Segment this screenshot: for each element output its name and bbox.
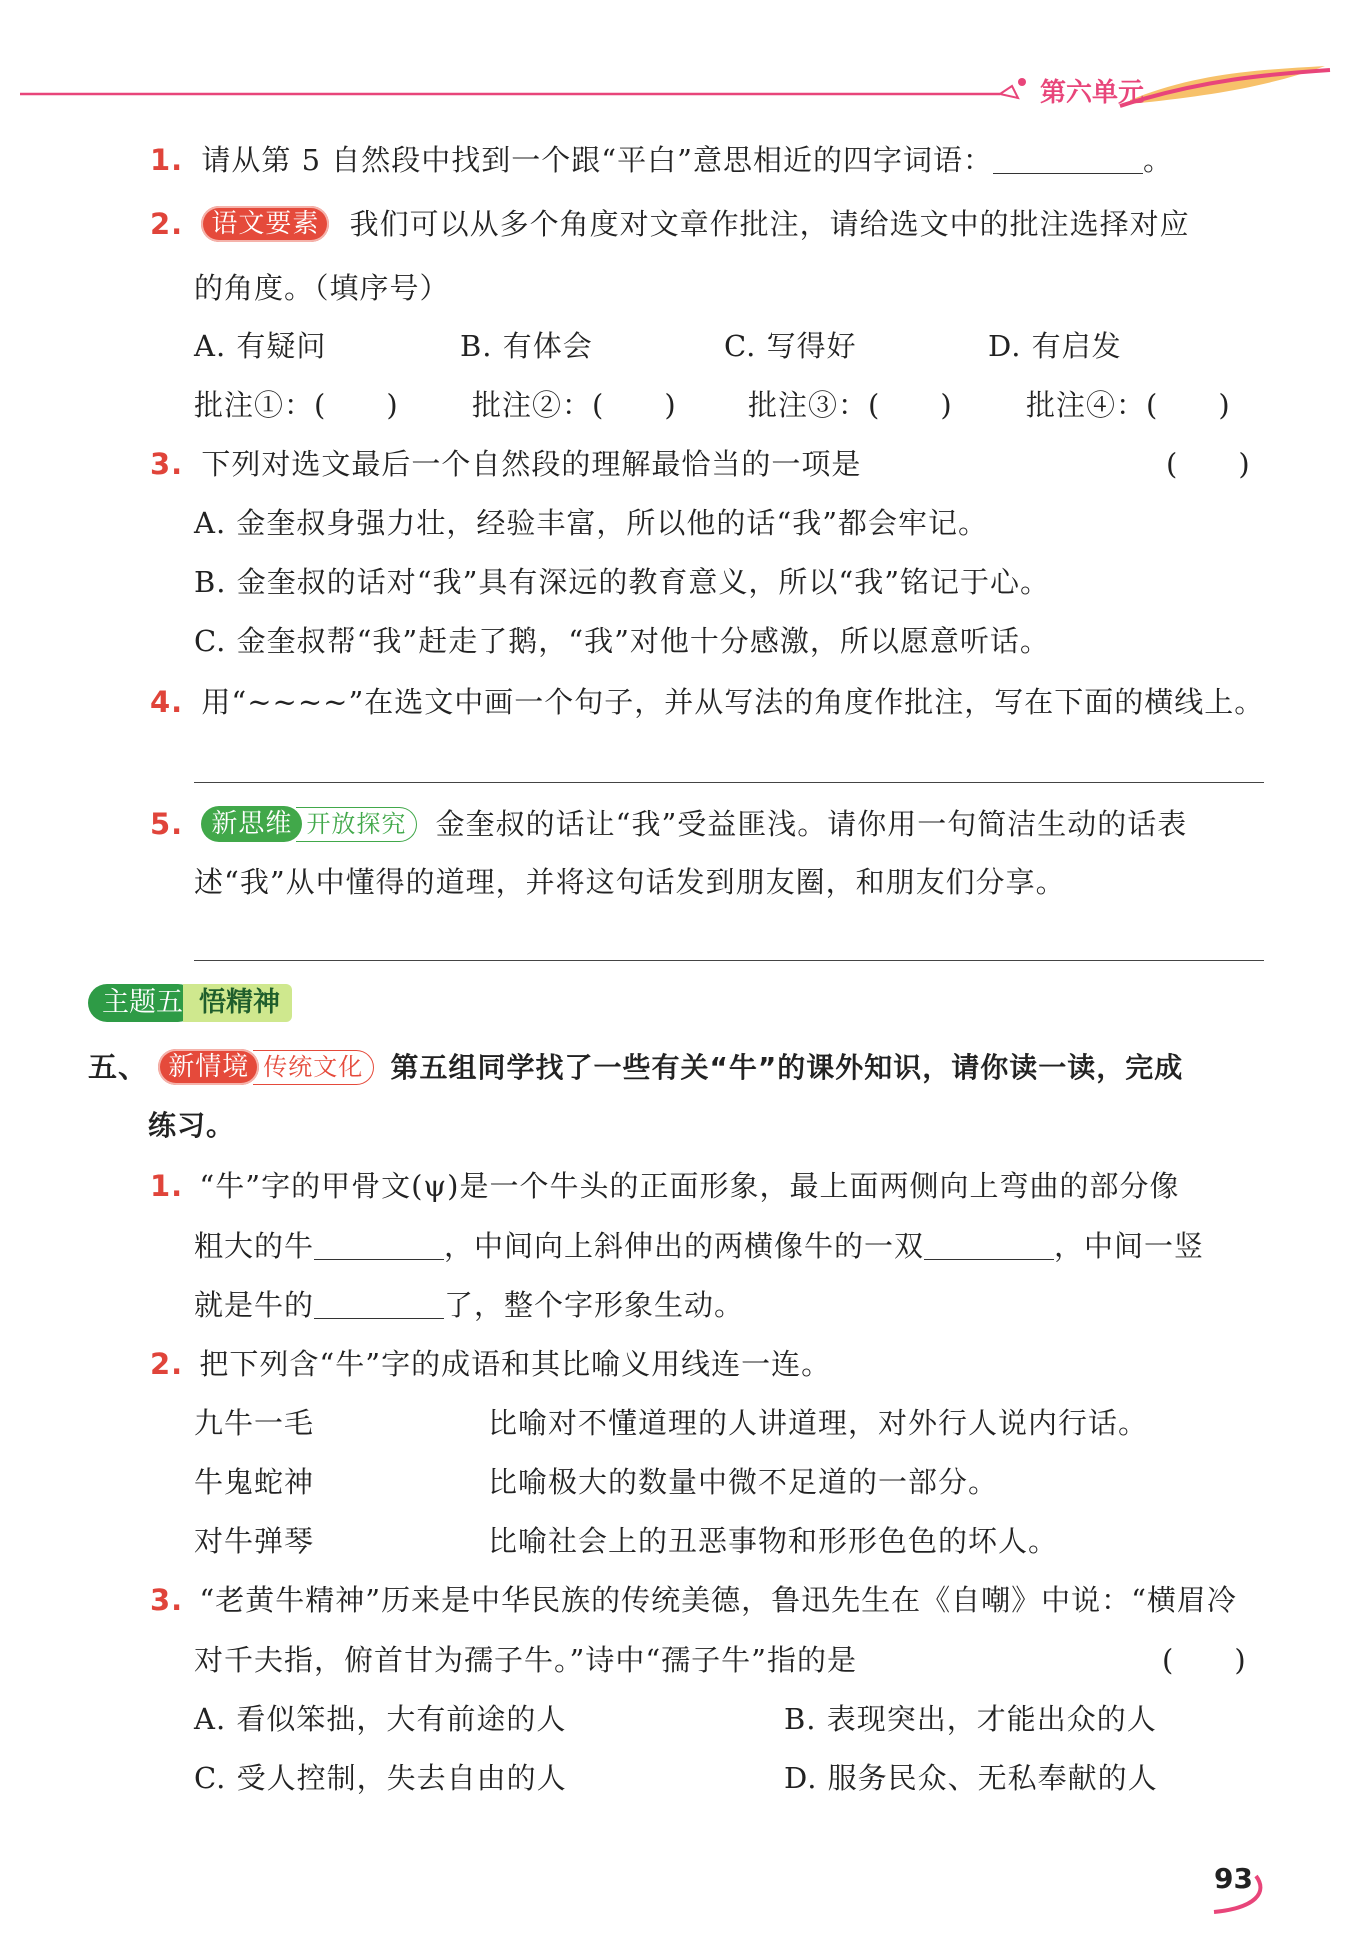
s5-q1-text-e: 了，整个字形象生动。 [444, 1288, 745, 1322]
question-5-answer-line[interactable] [194, 960, 1264, 961]
annotation-2-answer[interactable]: 批注②：( ) [472, 388, 677, 422]
question-3-number: 3. [150, 447, 184, 481]
question-5-line1: 金奎叔的话让“我”受益匪浅。请你用一句简洁生动的话表 [435, 807, 1188, 841]
annotation-1-answer[interactable]: 批注①：( ) [194, 388, 399, 422]
unit-label: 第六单元 [1040, 78, 1145, 108]
s5-question-2 [150, 1344, 831, 1384]
q2-option-c: C. 写得好 [724, 329, 857, 363]
question-4-number: 4. [150, 685, 184, 719]
question-2-number: 2. [150, 207, 184, 241]
q2-option-b: B. 有体会 [460, 329, 593, 363]
tag-xin-siwei: 新思维 [201, 806, 302, 842]
question-4 [150, 682, 1264, 722]
s5-q1-text-d: 就是牛的 [194, 1288, 315, 1322]
s5-q1-text-a: 粗大的牛 [194, 1229, 315, 1263]
q3-option-a: A. 金奎叔身强力壮，经验丰富，所以他的话“我”都会牢记。 [194, 506, 989, 540]
theme-title: 悟精神 [183, 984, 292, 1022]
s5-q3-option-a: A. 看似笨拙，大有前途的人 [194, 1702, 567, 1736]
answer-blank-horns[interactable] [314, 1229, 444, 1260]
question-1-text: 请从第 5 自然段中找到一个跟“平白”意思相近的四字词语： [201, 143, 993, 177]
annotation-3-answer[interactable]: 批注③：( ) [748, 388, 953, 422]
question-2-line1: 我们可以从多个角度对文章作批注，请给选文中的批注选择对应 [349, 207, 1190, 241]
tag-xin-qingjing: 新情境 [158, 1049, 259, 1085]
s5-q1-text-c: ，中间一竖 [1054, 1229, 1205, 1263]
question-2-line2: 的角度。（填序号） [194, 271, 450, 305]
answer-blank-face[interactable] [314, 1288, 444, 1319]
annotation-4-answer[interactable]: 批注④：( ) [1026, 388, 1231, 422]
question-5-number: 5. [150, 807, 184, 841]
theme-label: 主题五 [88, 984, 197, 1022]
answer-blank-ears[interactable] [924, 1229, 1054, 1260]
question-5-line2: 述“我”从中懂得的道理，并将这句话发到朋友圈，和朋友们分享。 [194, 865, 1066, 899]
question-3-answer-bracket[interactable]: ( ) [1166, 447, 1251, 481]
s5-question-3-number: 3. [150, 1583, 184, 1617]
s5-question-2-text: 把下列含“牛”字的成语和其比喻义用线连一连。 [199, 1347, 832, 1381]
theme-header [88, 984, 292, 1022]
tag-traditional-culture: 传统文化 [253, 1050, 374, 1085]
question-5 [150, 804, 1187, 844]
question-1 [150, 140, 1173, 180]
s5-question-3-line2: 对千夫指，俯首甘为孺子牛。”诗中“孺子牛”指的是 [194, 1643, 857, 1677]
tag-yuwen-yaosu: 语文要素 [201, 206, 329, 242]
s5-question-3 [150, 1580, 1237, 1620]
question-4-answer-line[interactable] [194, 782, 1264, 783]
s5-q3-option-c: C. 受人控制，失去自由的人 [194, 1761, 567, 1795]
q2-option-d: D. 有启发 [988, 329, 1122, 363]
question-1-number: 1. [150, 143, 184, 177]
s5-question-3-answer-bracket[interactable]: ( ) [1162, 1643, 1247, 1677]
section-5-heading [88, 1047, 1183, 1088]
section-5-number: 五、 [88, 1050, 149, 1084]
s5-q1-text-b: ，中间向上斜伸出的两横像牛的一双 [444, 1229, 925, 1263]
s5-question-3-line1: “老黄牛精神”历来是中华民族的传统美德，鲁迅先生在《自嘲》中说：“横眉冷 [199, 1583, 1237, 1617]
page-number-swoosh [1196, 1872, 1276, 1922]
s5-q3-option-d: D. 服务民众、无私奉献的人 [784, 1761, 1158, 1795]
s5-question-1 [150, 1166, 1179, 1206]
idiom-1[interactable]: 九牛一毛 [194, 1406, 315, 1440]
meaning-2[interactable]: 比喻极大的数量中微不足道的一部分。 [488, 1465, 999, 1499]
q2-option-a: A. 有疑问 [194, 329, 327, 363]
s5-question-2-number: 2. [150, 1347, 184, 1381]
question-3-text: 下列对选文最后一个自然段的理解最恰当的一项是 [201, 447, 862, 481]
section-5-line2: 练习。 [148, 1109, 236, 1142]
question-3 [150, 444, 861, 484]
s5-question-1-number: 1. [150, 1169, 184, 1203]
answer-blank[interactable] [993, 143, 1143, 174]
section-5-line1: 第五组同学找了一些有关“牛”的课外知识，请你读一读，完成 [390, 1051, 1184, 1084]
s5-question-1-line2 [194, 1226, 1204, 1266]
header-decoration [0, 60, 1350, 120]
tag-open-inquiry: 开放探究 [296, 807, 417, 842]
meaning-3[interactable]: 比喻社会上的丑恶事物和形形色色的坏人。 [488, 1524, 1059, 1558]
meaning-1[interactable]: 比喻对不懂道理的人讲道理，对外行人说内行话。 [488, 1406, 1149, 1440]
idiom-3[interactable]: 对牛弹琴 [194, 1524, 315, 1558]
page-number: 93 [1214, 1862, 1253, 1895]
question-2 [150, 204, 1190, 244]
idiom-2[interactable]: 牛鬼蛇神 [194, 1465, 315, 1499]
question-1-end: 。 [1142, 143, 1173, 177]
q3-option-c: C. 金奎叔帮“我”赶走了鹅，“我”对他十分感激，所以愿意听话。 [194, 624, 1050, 658]
question-4-text: 用“~~~~”在选文中画一个句子，并从写法的角度作批注，写在下面的横线上。 [201, 685, 1265, 719]
s5-question-1-line3 [194, 1285, 744, 1325]
s5-q3-option-b: B. 表现突出，才能出众的人 [784, 1702, 1157, 1736]
q3-option-b: B. 金奎叔的话对“我”具有深远的教育意义，所以“我”铭记于心。 [194, 565, 1051, 599]
s5-question-1-line1: “牛”字的甲骨文(ψ)是一个牛头的正面形象，最上面两侧向上弯曲的部分像 [199, 1169, 1180, 1203]
